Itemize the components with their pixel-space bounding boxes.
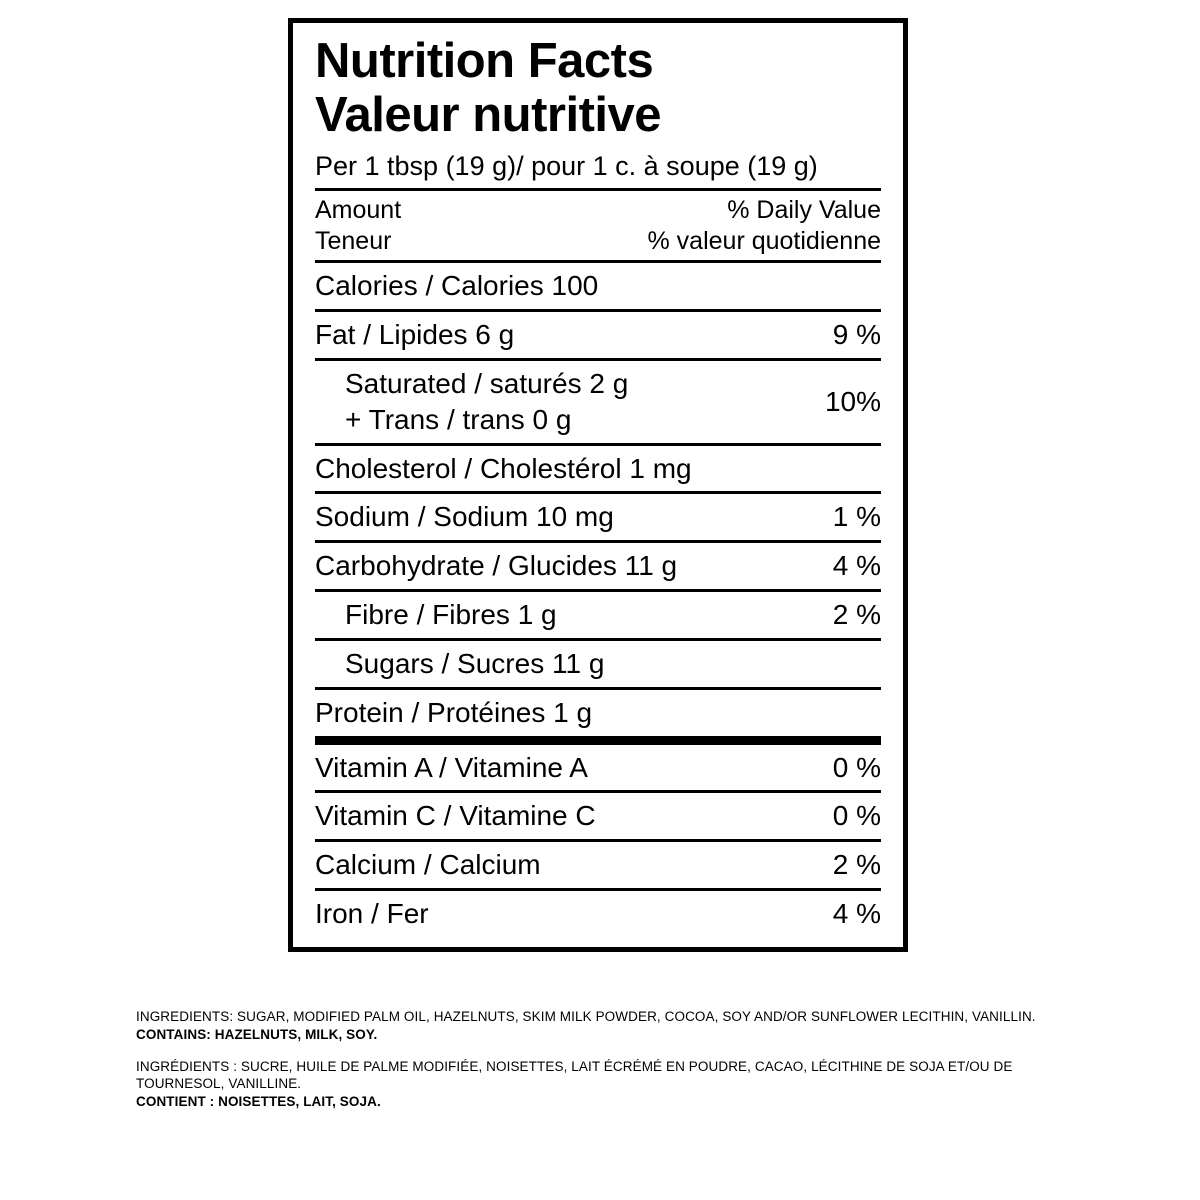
table-row (315, 361, 881, 443)
nutrient-dv: 9 % (832, 319, 881, 351)
nutrient-name: Protein / Protéines 1 g (315, 696, 593, 728)
nutrient-name: Fat / Lipides 6 g (315, 319, 515, 351)
table-row (315, 592, 881, 638)
header-amount-en: Amount (315, 196, 402, 225)
nutrient-dv: 1 % (832, 501, 881, 533)
table-row (315, 312, 881, 358)
table-row (315, 793, 881, 839)
nutrition-facts-panel (288, 18, 908, 952)
nutrient-dv: 2 % (832, 599, 881, 631)
header-dv-en: % Daily Value (727, 196, 881, 225)
nutrient-name: Fibre / Fibres 1 g (345, 599, 557, 631)
nutrient-name: Vitamin A / Vitamine A (315, 751, 588, 783)
ingredients-list-fr: INGRÉDIENTS : SUCRE, HUILE DE PALME MODIFIÉE, NOISETTES, LAIT ÉCRÉMÉ EN POUDRE, CACAO, LÉCITHINE DE SOJA ET/OU DE TOURNESOL, VANILLINE. (136, 1058, 1013, 1092)
nutrient-name: Carbohydrate / Glucides 11 g (315, 550, 678, 582)
divider-thick (315, 736, 881, 745)
table-row (315, 690, 881, 736)
ingredients-english (136, 1008, 1096, 1044)
nutrient-name: Iron / Fer (315, 898, 429, 929)
ingredients-list-en: INGREDIENTS: SUGAR, MODIFIED PALM OIL, HAZELNUTS, SKIM MILK POWDER, COCOA, SOY AND/OR SUNFLOWER LECITHIN, VANILLIN. (136, 1009, 1036, 1024)
panel-title-french: Valeur nutritive (315, 88, 662, 143)
nutrient-name: Cholesterol / Cholestérol 1 mg (315, 452, 692, 484)
contains-statement-fr: CONTIENT : NOISETTES, LAIT, SOJA. (136, 1094, 381, 1110)
nutrient-name-secondary: + Trans / trans 0 g (345, 403, 572, 435)
panel-title-english: Nutrition Facts (315, 34, 654, 88)
header-dv-fr: % valeur quotidienne (647, 226, 881, 255)
nutrient-dv: 0 % (832, 751, 881, 783)
nutrient-dv: 4 % (832, 898, 881, 929)
nutrient-name: Vitamin C / Vitamine C (315, 800, 596, 832)
nutrient-name: Calcium / Calcium (315, 849, 541, 881)
table-row (315, 263, 881, 309)
ingredients-french (136, 1058, 1096, 1111)
nutrient-name: Sugars / Sucres 11 g (345, 647, 605, 679)
table-row (315, 446, 881, 492)
table-row (315, 891, 881, 937)
nutrient-name: Sodium / Sodium 10 mg (315, 501, 614, 533)
ingredients-section (136, 1008, 1096, 1125)
table-row (315, 641, 881, 687)
contains-statement-en: CONTAINS: HAZELNUTS, MILK, SOY. (136, 1026, 378, 1042)
column-headers (315, 191, 881, 260)
nutrient-name: Saturated / saturés 2 g (345, 367, 629, 399)
table-row (315, 543, 881, 589)
table-row (315, 494, 881, 540)
table-row (315, 842, 881, 888)
serving-size: Per 1 tbsp (19 g)/ pour 1 c. à soupe (19 g) (315, 150, 818, 181)
nutrient-name: Calories / Calories 100 (315, 270, 599, 302)
nutrient-dv: 4 % (832, 550, 881, 582)
nutrient-dv: 0 % (832, 800, 881, 832)
table-row (315, 745, 881, 791)
nutrient-dv: 10% (824, 385, 881, 417)
header-amount-fr: Teneur (315, 226, 392, 255)
nutrient-dv: 2 % (832, 849, 881, 881)
